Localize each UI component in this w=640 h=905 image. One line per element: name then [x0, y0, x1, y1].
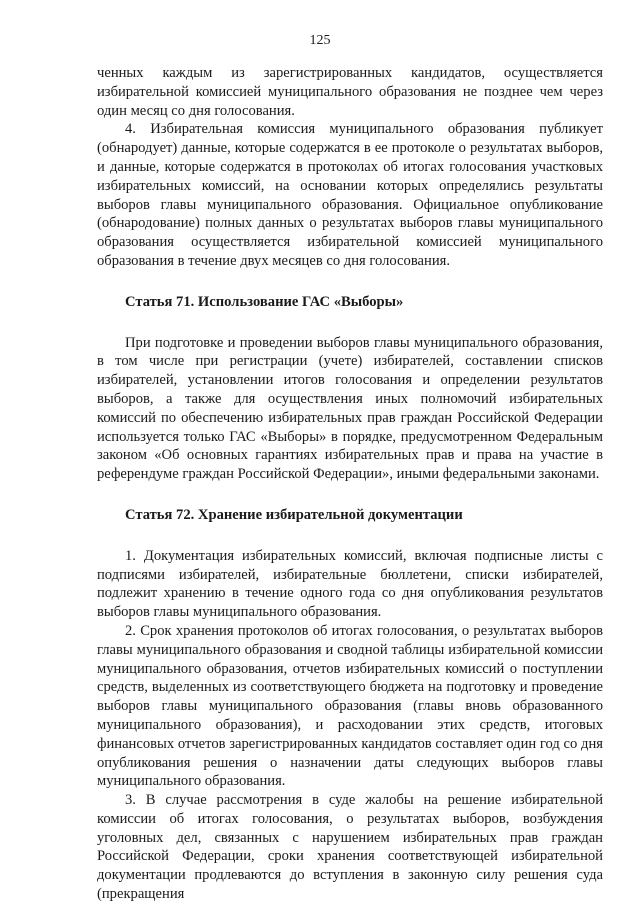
article-71-heading: Статья 71. Использование ГАС «Выборы» [125, 293, 404, 310]
article-72-paragraph-1: 1. Документация избирательных комиссий, включая подписные листы с подписями избирателей, избирательные бюллетени, списки избирателей, подлежит хранению в течение одного года со дня опубликования результатов выборов главы муниципального образования. [97, 547, 603, 621]
article-72-paragraph-2: 2. Срок хранения протоколов об итогах голосования, о результатах выборов главы муниципального образования и сводной таблицы избирательной комиссии муниципального образования, отчетов избирательных комиссий о поступлении средств, выделенных из соответствующего бюджета на подготовку и проведение выборов главы муниципального образования (главы вновь образованного муниципального образования), и расходовании этих средств, итоговых финансовых отчетов зарегистрированных кандидатов составляет один год со дня опубликования решения о назначении даты следующих выборов главы муниципального образования. [97, 622, 603, 790]
article-72-paragraph-3: 3. В случае рассмотрения в суде жалобы на решение избирательной комиссии об итогах голосования, о результатах выборов, возбуждения уголовных дел, связанных с нарушением избирательных прав граждан Российской Федерации, сроки хранения соответствующей избирательной документации продлеваются до вступления в законную силу решения суда (прекращения [97, 792, 603, 903]
article-71-paragraph: При подготовке и проведении выборов главы муниципального образования, в том числе при регистрации (учете) избирателей, составлении списков избирателей, установлении итогов голосования и определении результатов выборов, а также для осуществления иных полномочий избирательных комиссий по обеспечению избирательных прав граждан Российской Федерации используется только ГАС «Выборы» в порядке, предусмотренном Федеральным законом «Об основных гарантиях избирательных прав и права на участие в референдуме граждан Российской Федерации», иными федеральными законами. [97, 334, 603, 483]
paragraph-continuation: ченных каждым из зарегистрированных кандидатов, осуществляется избирательной комиссией муниципального образования не позднее чем через один месяц со дня голосования. [97, 65, 603, 119]
page-number: 125 [309, 33, 331, 48]
paragraph-item-4: 4. Избирательная комиссия муниципального образования публикует (обнародует) данные, которые содержатся в ее протоколе о результатах выборов, и данные, которые содержатся в протоколах об итогах голосования участковых избирательных комиссий, на основании которых определялись результаты выборов главы муниципального образования. Официальное опубликование (обнародование) полных данных о результатах выборов главы муниципального образования осуществляется избирательной комиссией муниципального образования в течение двух месяцев со дня голосования. [97, 121, 603, 269]
document-body [97, 64, 603, 904]
article-72-heading: Статья 72. Хранение избирательной документации [125, 506, 463, 523]
